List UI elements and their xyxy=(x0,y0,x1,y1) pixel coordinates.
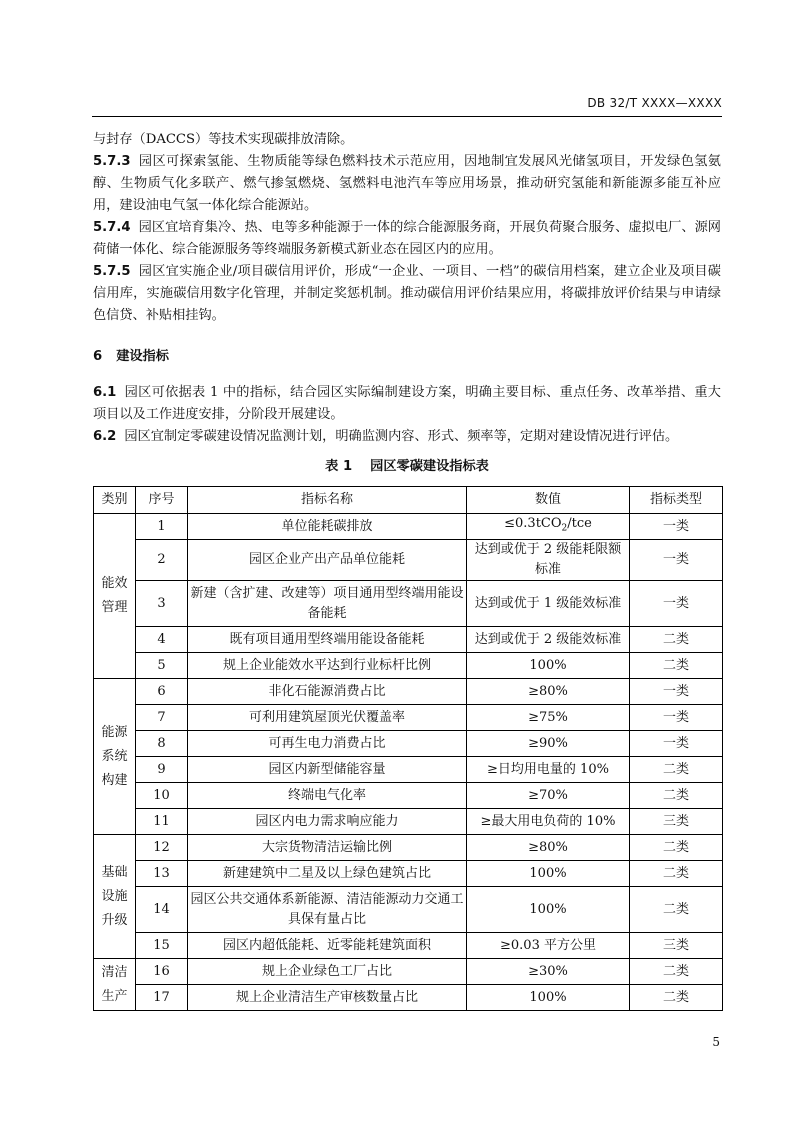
value-cell: 达到或优于 1 级能效标准 xyxy=(467,581,630,627)
number-cell: 1 xyxy=(136,514,188,540)
indicator-name-cell: 单位能耗碳排放 xyxy=(188,514,467,540)
table-caption-title: 园区零碳建设指标表 xyxy=(370,459,489,474)
number-cell: 4 xyxy=(136,627,188,653)
category-line: 构建 xyxy=(101,772,128,788)
value-cell: 达到或优于 2 级能效标准 xyxy=(467,627,630,653)
number-cell: 6 xyxy=(136,679,188,705)
indicator-type-cell: 一类 xyxy=(630,679,723,705)
clauses-6 xyxy=(93,382,721,448)
indicator-name-cell: 新建（含扩建、改建等）项目通用型终端用能设备能耗 xyxy=(188,581,467,627)
indicator-type-cell: 一类 xyxy=(630,731,723,757)
value-cell: ≥日均用电量的 10% xyxy=(467,757,630,783)
table-row xyxy=(94,959,723,985)
indicator-name-cell: 大宗货物清洁运输比例 xyxy=(188,835,467,861)
value-cell: ≥80% xyxy=(467,835,630,861)
category-line: 管理 xyxy=(101,600,128,615)
value-cell: 100% xyxy=(467,985,630,1011)
clauses-5-7 xyxy=(93,151,721,327)
number-cell: 16 xyxy=(136,959,188,985)
table-row xyxy=(94,705,723,731)
clause-text: 园区可探索氢能、生物质能等绿色燃料技术示范应用，因地制宜发展风光储氢项目，开发绿色氢氨醇、生物质气化多联产、燃气掺氢燃烧、氢燃料电池汽车等应用场景，推动研究氢能和新能源多能互补应用，建设油电气氢一体化综合能源站。 xyxy=(93,154,721,213)
value-cell: 100% xyxy=(467,887,630,933)
indicator-type-cell: 三类 xyxy=(630,933,723,959)
number-cell: 5 xyxy=(136,653,188,679)
indicator-type-cell: 二类 xyxy=(630,627,723,653)
table-row xyxy=(94,653,723,679)
indicator-name-cell: 规上企业能效水平达到行业标杆比例 xyxy=(188,653,467,679)
number-cell: 9 xyxy=(136,757,188,783)
category-line: 能效 xyxy=(101,576,128,591)
indicator-name-cell: 园区公共交通体系新能源、清洁能源动力交通工具保有量占比 xyxy=(188,887,467,933)
table-row xyxy=(94,985,723,1011)
table-row xyxy=(94,514,723,540)
category-line: 设施 xyxy=(101,888,128,904)
indicator-type-cell: 三类 xyxy=(630,809,723,835)
indicator-name-cell: 园区内超低能耗、近零能耗建筑面积 xyxy=(188,933,467,959)
indicator-type-cell: 一类 xyxy=(630,581,723,627)
table-row xyxy=(94,679,723,705)
category-line: 升级 xyxy=(101,912,128,928)
value-cell: ≥最大用电负荷的 10% xyxy=(467,809,630,835)
number-cell: 2 xyxy=(136,540,188,581)
table-row xyxy=(94,861,723,887)
category-line: 生产 xyxy=(101,988,128,1004)
number-cell: 11 xyxy=(136,809,188,835)
value-cell: ≥90% xyxy=(467,731,630,757)
clause-paragraph xyxy=(93,261,721,327)
indicator-type-cell: 二类 xyxy=(630,757,723,783)
category-line: 清洁 xyxy=(101,964,128,980)
continuation-paragraph: 与封存（DACCS）等技术实现碳排放清除。 xyxy=(93,132,354,147)
indicator-type-cell: 一类 xyxy=(630,514,723,540)
indicator-name-cell: 规上企业绿色工厂占比 xyxy=(188,959,467,985)
number-cell: 15 xyxy=(136,933,188,959)
indicator-type-cell: 二类 xyxy=(630,887,723,933)
number-cell: 10 xyxy=(136,783,188,809)
indicator-type-cell: 二类 xyxy=(630,985,723,1011)
value-cell: 100% xyxy=(467,653,630,679)
header-category: 类别 xyxy=(94,487,136,514)
indicator-name-cell: 园区内电力需求响应能力 xyxy=(188,809,467,835)
indicator-type-cell: 二类 xyxy=(630,959,723,985)
clause-number: 5.7.3 xyxy=(93,154,131,169)
clause-text: 园区宜培育集冷、热、电等多种能源于一体的综合能源服务商，开展负荷聚合服务、虚拟电厂、源网荷储一体化、综合能源服务等终端服务新模式新业态在园区内的应用。 xyxy=(93,220,721,257)
indicator-type-cell: 二类 xyxy=(630,783,723,809)
clause-text: 园区宜制定零碳建设情况监测计划，明确监测内容、形式、频率等，定期对建设情况进行评估。 xyxy=(124,429,679,444)
table-row xyxy=(94,627,723,653)
clause-number: 5.7.5 xyxy=(93,264,131,279)
indicator-type-cell: 一类 xyxy=(630,705,723,731)
value-subscript: 2 xyxy=(561,523,568,534)
section-title: 建设指标 xyxy=(116,349,169,364)
table-row xyxy=(94,540,723,581)
indicator-type-cell: 二类 xyxy=(630,861,723,887)
page-number: 5 xyxy=(712,1035,720,1049)
indicator-table xyxy=(93,486,723,1011)
clause-paragraph xyxy=(93,151,721,217)
number-cell: 8 xyxy=(136,731,188,757)
value-cell: 达到或优于 2 级能耗限额标准 xyxy=(467,540,630,581)
category-line: 系统 xyxy=(101,748,128,764)
category-line: 能源 xyxy=(101,724,128,740)
indicator-type-cell: 一类 xyxy=(630,540,723,581)
indicator-name-cell: 园区内新型储能容量 xyxy=(188,757,467,783)
clause-text: 园区宜实施企业/项目碳信用评价，形成“一企业、一项目、一档”的碳信用档案，建立企业及项目碳信用库，实施碳信用数字化管理，并制定奖惩机制。推动碳信用评价结果应用，将碳排放评价结果与申请绿色信贷、补贴相挂钩。 xyxy=(93,264,721,323)
table-row xyxy=(94,581,723,627)
clause-paragraph xyxy=(93,382,721,426)
indicator-name-cell: 园区企业产出产品单位能耗 xyxy=(188,540,467,581)
table-body xyxy=(94,514,723,1011)
standard-code: DB 32/T XXXX—XXXX xyxy=(587,96,722,110)
category-cell xyxy=(94,835,136,959)
clause-number: 5.7.4 xyxy=(93,220,131,235)
page-content xyxy=(93,129,721,1011)
value-cell xyxy=(467,514,630,540)
table-row xyxy=(94,757,723,783)
category-cell xyxy=(94,514,136,679)
category-cell xyxy=(94,959,136,1011)
indicator-name-cell: 终端电气化率 xyxy=(188,783,467,809)
indicator-name-cell: 非化石能源消费占比 xyxy=(188,679,467,705)
number-cell: 7 xyxy=(136,705,188,731)
table-row xyxy=(94,887,723,933)
category-line: 基础 xyxy=(101,864,128,880)
indicator-type-cell: 二类 xyxy=(630,835,723,861)
table-row xyxy=(94,933,723,959)
clause-paragraph xyxy=(93,426,721,448)
header-indicator-type: 指标类型 xyxy=(630,487,723,514)
indicator-type-cell: 二类 xyxy=(630,653,723,679)
number-cell: 13 xyxy=(136,861,188,887)
table-caption xyxy=(93,456,721,478)
indicator-name-cell: 既有项目通用型终端用能设备能耗 xyxy=(188,627,467,653)
section-number: 6 xyxy=(93,349,103,364)
table-row xyxy=(94,783,723,809)
table-header-row xyxy=(94,487,723,514)
clause-number: 6.2 xyxy=(93,429,117,444)
clause-paragraph xyxy=(93,217,721,261)
indicator-name-cell: 可再生电力消费占比 xyxy=(188,731,467,757)
section-heading xyxy=(93,346,721,368)
number-cell: 17 xyxy=(136,985,188,1011)
value-cell: ≥75% xyxy=(467,705,630,731)
number-cell: 12 xyxy=(136,835,188,861)
header-indicator-name: 指标名称 xyxy=(188,487,467,514)
category-cell xyxy=(94,679,136,835)
value-suffix: /tce xyxy=(567,516,592,532)
table-row xyxy=(94,835,723,861)
clause-text: 园区可依据表 1 中的指标，结合园区实际编制建设方案，明确主要目标、重点任务、改革举措、重大项目以及工作进度安排，分阶段开展建设。 xyxy=(93,385,721,422)
number-cell: 14 xyxy=(136,887,188,933)
value-cell: 100% xyxy=(467,861,630,887)
value-prefix: ≤0.3tCO xyxy=(504,516,562,532)
header-number: 序号 xyxy=(136,487,188,514)
value-cell: ≥80% xyxy=(467,679,630,705)
header-value: 数值 xyxy=(467,487,630,514)
table-caption-number: 表 1 xyxy=(325,459,353,474)
clause-number: 6.1 xyxy=(93,385,117,400)
header-rule xyxy=(92,116,722,117)
indicator-name-cell: 可利用建筑屋顶光伏覆盖率 xyxy=(188,705,467,731)
indicator-name-cell: 新建建筑中二星及以上绿色建筑占比 xyxy=(188,861,467,887)
value-cell: ≥70% xyxy=(467,783,630,809)
table-row xyxy=(94,809,723,835)
table-row xyxy=(94,731,723,757)
number-cell: 3 xyxy=(136,581,188,627)
value-cell: ≥30% xyxy=(467,959,630,985)
value-cell: ≥0.03 平方公里 xyxy=(467,933,630,959)
indicator-name-cell: 规上企业清洁生产审核数量占比 xyxy=(188,985,467,1011)
